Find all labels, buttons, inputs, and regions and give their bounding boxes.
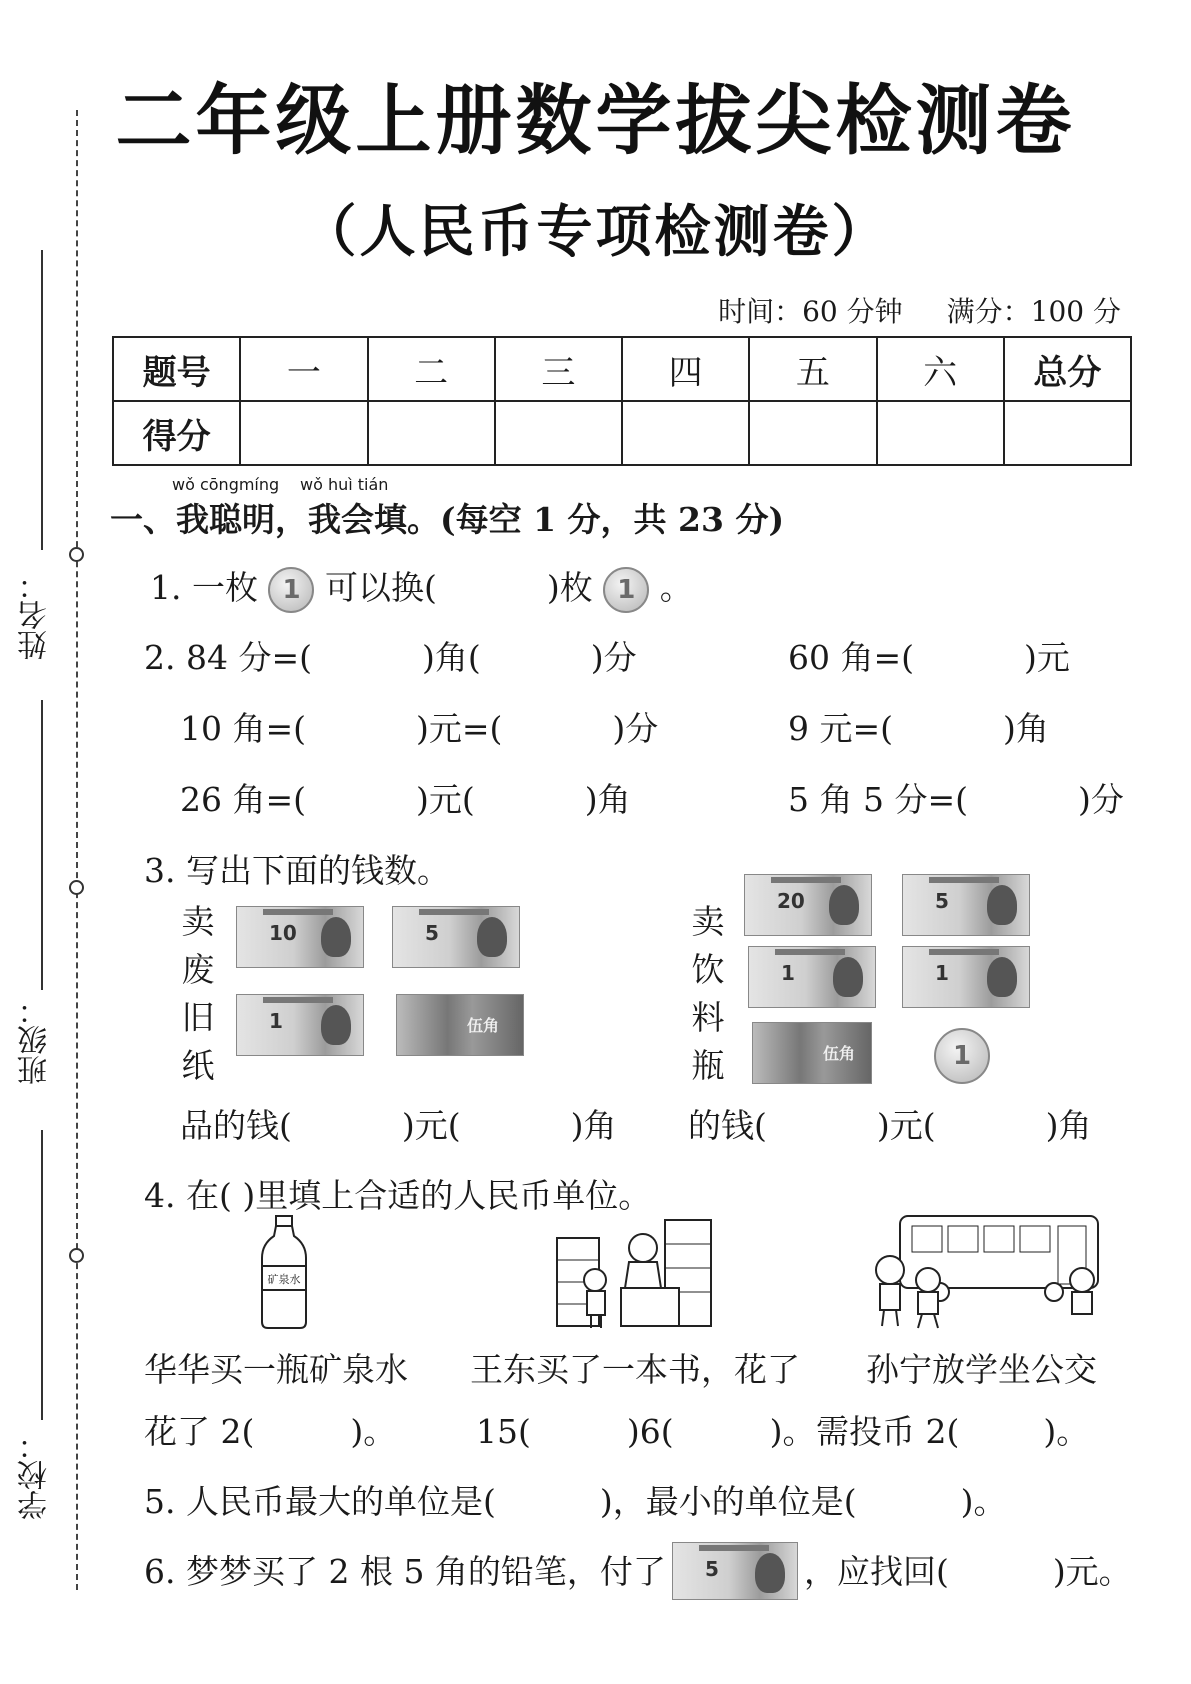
binding-hole (69, 880, 84, 895)
name-label: 姓名： (18, 570, 53, 660)
q2-text: )分 (1078, 780, 1124, 819)
question-2-row-1-right (788, 632, 1070, 679)
q4-text: 花了 2( (144, 1412, 255, 1451)
vertical-char: 卖 (691, 902, 725, 941)
school-label: 学校： (18, 1430, 53, 1520)
five-jiao-banknote-icon: 伍角 (396, 994, 524, 1056)
score-cell: 三 (495, 337, 622, 401)
full-score: 满分：100 分 (946, 295, 1121, 328)
q3-left-vertical-text (178, 898, 218, 1090)
score-cell: 总分 (1004, 337, 1131, 401)
one-yuan-coin-icon: 1 (934, 1028, 990, 1084)
score-cell: 题号 (113, 337, 240, 401)
question-4-title: 4. 在( )里填上合适的人民币单位。 (144, 1176, 652, 1215)
one-yuan-banknote-icon: 1 (236, 994, 364, 1056)
question-2-row-2-right (788, 703, 1049, 750)
vertical-char: 瓶 (691, 1046, 725, 1085)
question-2-row-2 (180, 703, 658, 750)
q4-caption-3-line-2 (816, 1406, 1089, 1453)
q3-text: )元( (401, 1106, 461, 1145)
q3-right-vertical-text (688, 898, 728, 1090)
q2-text: 10 角=( (180, 709, 307, 748)
q4-text: )。 (1043, 1412, 1090, 1451)
school-line (41, 1130, 43, 1420)
vertical-char: 废 (181, 950, 215, 989)
q1-text: )枚 (546, 568, 593, 607)
one-jiao-coin-icon: 1 (603, 567, 649, 613)
q2-text: )角 (1003, 709, 1049, 748)
score-entry-cell[interactable] (495, 401, 622, 465)
binding-hole (69, 547, 84, 562)
q3-left-answer (180, 1100, 617, 1147)
score-table (112, 336, 1132, 466)
q1-text: 可以换( (324, 568, 437, 607)
q2-text: )元=( (416, 709, 503, 748)
q3-right-answer (688, 1100, 1092, 1147)
score-cell: 得分 (113, 401, 240, 465)
score-table-score-row (113, 401, 1131, 465)
q4-caption-1-line-2 (144, 1406, 396, 1453)
question-2-row-1 (144, 632, 637, 679)
section-title: 一、我聪明，我会填。(每空 1 分，共 23 分) (110, 500, 785, 539)
bus-scene-icon (870, 1214, 1102, 1330)
vertical-char: 旧 (181, 998, 215, 1037)
page-subtitle: （人民币专项检测卷） (300, 200, 891, 265)
pinyin-annotation: wǒ huì tián (300, 475, 389, 494)
exam-meta (718, 290, 1121, 330)
one-yuan-coin-icon: 1 (268, 567, 314, 613)
page-title: 二年级上册数学拔尖检测卷 (115, 76, 1076, 165)
score-entry-cell[interactable] (240, 401, 367, 465)
time-limit: 时间：60 分钟 (718, 295, 903, 328)
q1-text: 。 (659, 568, 693, 607)
q5-text: )。 (960, 1482, 1007, 1521)
q3-text: 的钱( (688, 1106, 767, 1145)
q3-text: )元( (876, 1106, 936, 1145)
question-2-row-3 (180, 774, 631, 821)
ten-yuan-banknote-icon: 10 (236, 906, 364, 968)
score-cell: 五 (749, 337, 876, 401)
q4-text: 需投币 2( (816, 1412, 960, 1451)
binding-dashed-line (76, 110, 78, 1590)
q2-text: )分 (612, 709, 659, 748)
q4-text: )。 (769, 1412, 816, 1451)
five-yuan-banknote-icon: 5 (902, 874, 1030, 936)
question-5 (144, 1476, 1006, 1523)
five-jiao-banknote-icon: 伍角 (752, 1022, 872, 1084)
q2-text: )角( (421, 638, 481, 677)
score-cell: 六 (877, 337, 1004, 401)
vertical-char: 饮 (691, 950, 725, 989)
water-bottle-icon (254, 1214, 314, 1330)
q3-text: 品的钱( (180, 1106, 292, 1145)
q4-caption-2-line-1: 王东买了一本书，花了 (470, 1350, 800, 1389)
five-yuan-banknote-icon: 5 (666, 1554, 804, 1594)
q2-text: )分 (590, 638, 637, 677)
score-entry-cell[interactable] (622, 401, 749, 465)
q4-text: )。 (350, 1412, 397, 1451)
binding-hole (69, 1248, 84, 1263)
q4-caption-1-line-1: 华华买一瓶矿泉水 (144, 1350, 408, 1389)
class-label: 班级： (18, 995, 53, 1085)
q2-text: )元 (1024, 638, 1070, 677)
vertical-char: 卖 (181, 902, 215, 941)
q5-text: )，最小的单位是( (599, 1482, 857, 1521)
q2-text: 60 角=( (788, 638, 915, 677)
q5-text: 5. 人民币最大的单位是( (144, 1482, 496, 1521)
q2-text: 5 角 5 分=( (788, 780, 968, 819)
score-entry-cell[interactable] (368, 401, 495, 465)
score-entry-cell[interactable] (877, 401, 1004, 465)
score-entry-cell[interactable] (749, 401, 876, 465)
vertical-char: 纸 (181, 1046, 215, 1085)
question-6 (144, 1546, 1132, 1594)
q4-text: 15( (476, 1412, 531, 1451)
vertical-char: 料 (691, 998, 725, 1037)
q6-text: )元。 (1052, 1552, 1132, 1591)
five-yuan-banknote-icon: 5 (392, 906, 520, 968)
q2-text: )元( (416, 780, 475, 819)
score-entry-cell[interactable] (1004, 401, 1131, 465)
q2-text: 26 角=( (180, 780, 307, 819)
q4-caption-3-line-1: 孙宁放学坐公交 (866, 1350, 1097, 1389)
q2-text: 2. 84 分=( (144, 638, 312, 677)
one-yuan-banknote-icon: 1 (902, 946, 1030, 1008)
q2-text: )角 (584, 780, 631, 819)
question-3-title: 3. 写出下面的钱数。 (144, 851, 450, 890)
score-table-header-row (113, 337, 1131, 401)
bookshop-scene-icon (555, 1218, 713, 1330)
score-cell: 四 (622, 337, 749, 401)
q4-text: )6( (626, 1412, 674, 1451)
score-cell: 一 (240, 337, 367, 401)
question-2-row-3-right (788, 774, 1124, 821)
one-yuan-banknote-icon: 1 (748, 946, 876, 1008)
svg-text:矿泉水: 矿泉水 (267, 1273, 301, 1286)
q6-text: ，应找回( (803, 1552, 949, 1591)
q3-text: )角 (1045, 1106, 1092, 1145)
q2-text: 9 元=( (788, 709, 894, 748)
name-line (41, 250, 43, 550)
question-1 (150, 562, 693, 613)
q3-text: )角 (570, 1106, 617, 1145)
q1-text: 1. 一枚 (150, 568, 258, 607)
class-line (41, 700, 43, 990)
q6-text: 6. 梦梦买了 2 根 5 角的铅笔，付了 (144, 1552, 666, 1591)
pinyin-annotation: wǒ cōngmíng (172, 475, 280, 494)
twenty-yuan-banknote-icon: 20 (744, 874, 872, 936)
q4-caption-2-line-2 (476, 1406, 816, 1453)
score-cell: 二 (368, 337, 495, 401)
